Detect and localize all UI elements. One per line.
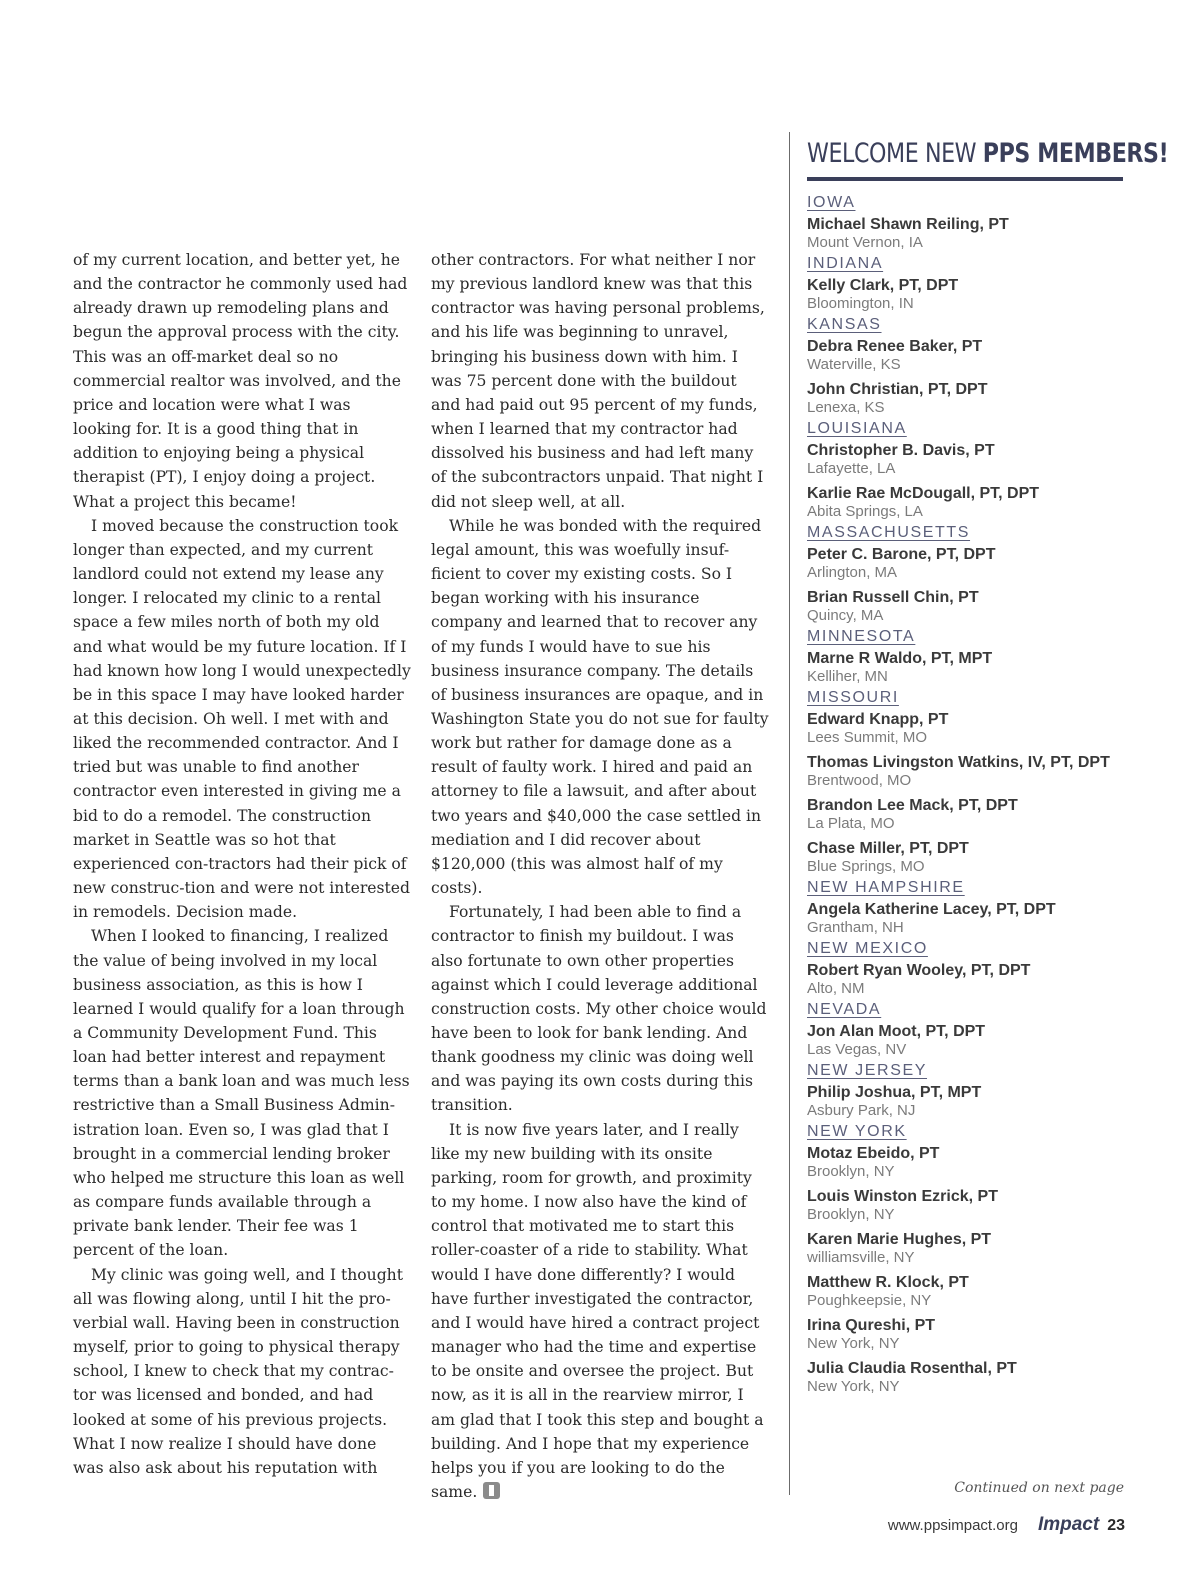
member-name: Jon Alan Moot, PT, DPT	[807, 1023, 986, 1040]
sidebar-title-bold: PPS MEMBERS!	[982, 138, 1169, 169]
member-name: Karlie Rae McDougall, PT, DPT	[807, 485, 1040, 502]
member-location: Lees Summit, MO	[807, 729, 928, 746]
sidebar-divider	[789, 132, 790, 1495]
member-location: Asbury Park, NJ	[807, 1102, 916, 1119]
paragraph: I moved because the construction took longer than expected, and my current landlord could not extend my lease any longer. I relocated my clinic to a rental space a few miles north of both my old and what would be my future location. If I had known how long I would unexpectedly be in this space I may have looked harder at this decision. Oh well. I met with and liked the recommended contractor. And I tried but was unable to find another contractor even interested in giving me a bid to do a remodel. The construction market in Seattle was so hot that experienced con-tractors had their pick of new construc-tion and were not interested in remodels. Decision made.	[73, 516, 411, 922]
state-heading: MASSACHUSETTS	[807, 524, 971, 541]
member-location: Waterville, KS	[807, 356, 901, 373]
member-name: Kelly Clark, PT, DPT	[807, 277, 959, 294]
member-entry	[807, 962, 1137, 998]
member-location: Quincy, MA	[807, 607, 884, 624]
paragraph-text: It is now five years later, and I really like my new building with its onsite parking, room for growth, and proximity to my home. I now also have the kind of control that motivated me to start this roller-coaster of a ride to stability. What would I have done differently? I would have further investigated the contractor, and I would have hired a contract project manager who had the time and expertise to be onsite and oversee the project. But now, as it is all in the rearview mirror, I am glad that I took this step and bought a building. And I hope that my experience helps you if you are looking to do the same.	[431, 1120, 764, 1501]
member-name: Debra Renee Baker, PT	[807, 338, 983, 355]
page-number: 23	[1107, 1517, 1125, 1534]
member-location: Kelliher, MN	[807, 668, 888, 685]
sidebar-title-light: WELCOME NEW	[807, 138, 983, 169]
state-heading: NEW HAMPSHIRE	[807, 879, 965, 896]
member-entry	[807, 1231, 1137, 1267]
member-location: Abita Springs, LA	[807, 503, 923, 520]
member-entry	[807, 216, 1137, 252]
member-name: Karen Marie Hughes, PT	[807, 1231, 992, 1248]
member-name: Philip Joshua, PT, MPT	[807, 1084, 982, 1101]
member-location: Alto, NM	[807, 980, 865, 997]
state-heading: INDIANA	[807, 255, 884, 272]
member-location: Lafayette, LA	[807, 460, 896, 477]
member-entry	[807, 1274, 1137, 1310]
end-mark-icon	[483, 1482, 500, 1499]
member-name: Michael Shawn Reiling, PT	[807, 216, 1009, 233]
member-entry	[807, 277, 1137, 313]
member-location: Blue Springs, MO	[807, 858, 925, 875]
member-list	[807, 193, 1137, 1396]
footer-url[interactable]: www.ppsimpact.org	[887, 1517, 1018, 1534]
member-location: Las Vegas, NV	[807, 1041, 907, 1058]
member-name: Matthew R. Klock, PT	[807, 1274, 969, 1291]
state-heading: NEW JERSEY	[807, 1062, 928, 1079]
member-name: Brian Russell Chin, PT	[807, 589, 979, 606]
new-members-sidebar	[807, 136, 1169, 1398]
state-heading: NEW MEXICO	[807, 940, 928, 957]
paragraph: My clinic was going well, and I thought all was flowing along, until I hit the pro-verbial wall. Having been in construction myself, prior to going to physical therapy school, I knew to check that my contrac-tor was licensed and bonded, and had looked at some of his previous projects. What I now realize I should have done was also ask about his reputation with	[73, 1265, 403, 1477]
state-heading: MISSOURI	[807, 689, 899, 706]
member-entry	[807, 1188, 1137, 1224]
paragraph: of my current location, and better yet, he and the contractor he commonly used had already drawn up remodeling plans and begun the approval process with the city. This was an off-market deal so no commercial realtor was involved, and the price and location were what I was looking for. It is a good thing that in addition to enjoying being a physical therapist (PT), I enjoy doing a project. What a project this became!	[73, 251, 408, 511]
member-entry	[807, 1360, 1137, 1396]
member-name: Peter C. Barone, PT, DPT	[807, 546, 996, 563]
state-heading: MINNESOTA	[807, 628, 916, 645]
member-entry	[807, 650, 1137, 686]
article-column-1	[73, 248, 411, 1480]
member-name: Julia Claudia Rosenthal, PT	[807, 1360, 1017, 1377]
member-location: Grantham, NH	[807, 919, 904, 936]
member-name: Christopher B. Davis, PT	[807, 442, 995, 459]
paragraph: Fortunately, I had been able to find a contractor to finish my buildout. I was also fortunate to own other properties against which I could leverage additional construction costs. My other choice would have been to look for bank lending. And thank goodness my clinic was doing well and was paying its own costs during this transition.	[431, 903, 767, 1115]
continued-note: Continued on next page	[954, 1480, 1124, 1496]
member-entry	[807, 840, 1137, 876]
member-location: Bloomington, IN	[807, 295, 914, 312]
member-entry	[807, 797, 1137, 833]
member-name: Motaz Ebeido, PT	[807, 1145, 940, 1162]
state-heading: IOWA	[807, 194, 856, 211]
member-name: Marne R Waldo, PT, MPT	[807, 650, 993, 667]
member-name: Thomas Livingston Watkins, IV, PT, DPT	[807, 754, 1110, 771]
member-name: Robert Ryan Wooley, PT, DPT	[807, 962, 1031, 979]
member-name: John Christian, PT, DPT	[807, 381, 988, 398]
paragraph: When I looked to financing, I realized the value of being involved in my local business association, as this is how I learned I would qualify for a loan through a Community Development Fund. This loan had better interest and repayment terms than a bank loan and was much less restrictive than a Small Business Admin-istration loan. Even so, I was glad that I brought in a commercial lending broker who helped me structure this loan as well as compare funds available through a private bank lender. Their fee was 1 percent of the loan.	[73, 927, 410, 1260]
paragraph: other contractors. For what neither I nor my previous landlord knew was that this contractor was having personal problems, and his life was beginning to unravel, bringing his business down with him. I was 75 percent done with the buildout and had paid out 95 percent of my funds, when I learned that my contractor had dissolved his business and had left many of the subcontractors unpaid. That night I did not sleep well, at all.	[431, 251, 765, 511]
sidebar-title	[807, 136, 1169, 172]
page-footer	[888, 1514, 1125, 1536]
member-entry	[807, 711, 1137, 747]
member-entry	[807, 1023, 1137, 1059]
member-name: Brandon Lee Mack, PT, DPT	[807, 797, 1018, 814]
state-heading: NEW YORK	[807, 1123, 907, 1140]
member-name: Irina Qureshi, PT	[807, 1317, 936, 1334]
state-heading: LOUISIANA	[807, 420, 907, 437]
member-name: Louis Winston Ezrick, PT	[807, 1188, 998, 1205]
member-entry	[807, 1145, 1137, 1181]
member-entry	[807, 901, 1137, 937]
sidebar-title-underline	[807, 177, 1123, 181]
member-entry	[807, 381, 1137, 417]
member-location: Poughkeepsie, NY	[807, 1292, 932, 1309]
member-location: williamsville, NY	[807, 1249, 915, 1266]
member-name: Chase Miller, PT, DPT	[807, 840, 969, 857]
state-heading: NEVADA	[807, 1001, 882, 1018]
member-location: Arlington, MA	[807, 564, 898, 581]
footer-brand: Impact	[1037, 1514, 1100, 1535]
member-entry	[807, 485, 1137, 521]
member-name: Edward Knapp, PT	[807, 711, 949, 728]
member-location: New York, NY	[807, 1378, 900, 1395]
member-entry	[807, 442, 1137, 478]
member-location: Brentwood, MO	[807, 772, 912, 789]
member-location: Mount Vernon, IA	[807, 234, 923, 251]
member-entry	[807, 546, 1137, 582]
member-entry	[807, 1084, 1137, 1120]
member-name: Angela Katherine Lacey, PT, DPT	[807, 901, 1056, 918]
member-location: New York, NY	[807, 1335, 900, 1352]
member-location: Brooklyn, NY	[807, 1206, 895, 1223]
member-entry	[807, 589, 1137, 625]
paragraph: While he was bonded with the required legal amount, this was woefully insuf-ficient to cover my existing costs. So I began working with his insurance company and learned that to recover any of my funds I would have to sue his business insurance company. The details of business insurances are opaque, and in Washington State you do not sue for faulty work but rather for damage done as a result of faulty work. I hired and paid an attorney to file a lawsuit, and after about two years and $40,000 the case settled in mediation and I did recover about $120,000 (this was almost half of my costs).	[431, 516, 769, 898]
member-location: Brooklyn, NY	[807, 1163, 895, 1180]
state-heading: KANSAS	[807, 316, 882, 333]
member-entry	[807, 338, 1137, 374]
member-entry	[807, 754, 1137, 790]
member-location: La Plata, MO	[807, 815, 895, 832]
paragraph	[431, 1118, 769, 1505]
member-location: Lenexa, KS	[807, 399, 885, 416]
article-column-2	[431, 248, 769, 1504]
member-entry	[807, 1317, 1137, 1353]
